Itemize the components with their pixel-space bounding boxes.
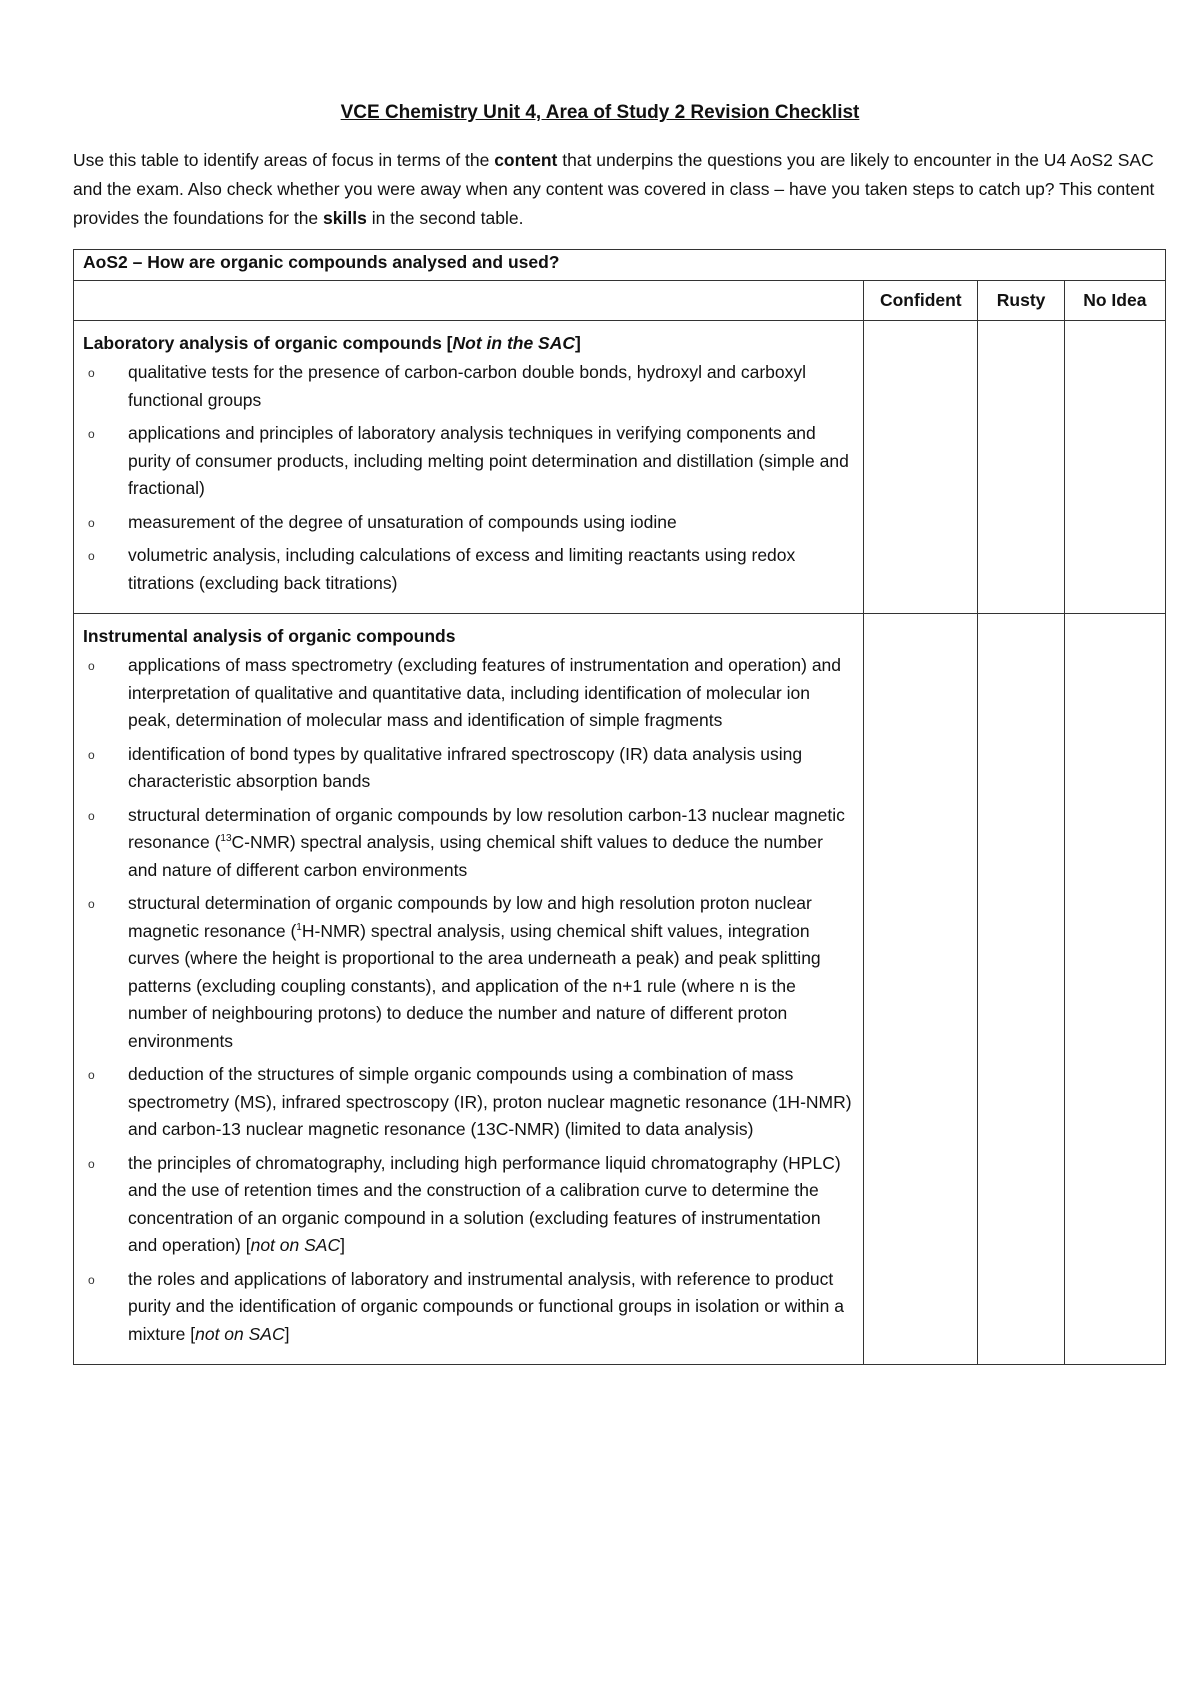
section-row <box>74 614 1166 1365</box>
hollow-bullet-icon: o <box>88 1156 95 1171</box>
list-item <box>74 420 853 503</box>
list-item <box>74 1150 853 1260</box>
confident-check-cell[interactable] <box>864 614 978 1365</box>
column-header-row <box>74 281 1166 321</box>
hollow-bullet-icon: o <box>88 366 95 380</box>
table-heading: AoS2 – How are organic compounds analysed and used? <box>74 250 1166 281</box>
list-item-text: volumetric analysis, including calculations of excess and limiting reactants using redox titrations (excluding back titrations) <box>128 545 796 593</box>
list-item-text: structural determination of organic compounds by low resolution carbon-13 nuclear magnetic resonance ( <box>128 804 845 852</box>
list-item-text: applications and principles of laboratory analysis techniques in verifying components and purity of consumer products, including melting point determination and distillation (simple and fractional) <box>128 423 849 498</box>
superscript: 1 <box>296 921 302 933</box>
list-item-text: the principles of chromatography, including high performance liquid chromatography (HPLC) and the use of retention times and the construction of a calibration curve to determine the concentration of an organic compound in a solution (excluding features of instrumentation and operation) [ <box>128 1152 841 1255</box>
list-item-text: identification of bond types by qualitative infrared spectroscopy (IR) data analysis using characteristic absorption bands <box>128 743 803 791</box>
list-item-text: applications of mass spectrometry (excluding features of instrumentation and operation) and interpretation of qualitative and quantitative data, including identification of molecular ion peak, determination of molecular mass and identification of simple fragments <box>128 655 842 730</box>
section-item-list <box>74 652 863 1364</box>
list-item-text-end: ] <box>340 1235 345 1255</box>
list-item-text-end: ] <box>284 1323 290 1344</box>
list-item-text: structural determination of organic compounds by low and high resolution proton nuclear magnetic resonance ( <box>128 893 812 941</box>
intro-text-2: that underpins the questions you are likely to encounter in the U4 AoS2 SAC and the exam. Also check whether you were away when any content was covered in class – have you taken steps to catch up? This content provides the foundations for the <box>73 150 1155 228</box>
hollow-bullet-icon: o <box>88 549 95 563</box>
hollow-bullet-icon: o <box>88 1272 95 1287</box>
section-title-end: ] <box>575 333 581 353</box>
rusty-check-cell[interactable] <box>978 321 1064 614</box>
list-item-text-end: H-NMR) spectral analysis, using chemical shift values, integration curves (where the height is proportional to the area underneath a peak) and peak splitting patterns (excluding coupling constants), and application of the n+1 rule (where n is the number of neighbouring protons) to deduce the number and nature of different proton environments <box>128 920 821 1051</box>
table-heading-row <box>74 250 1166 281</box>
list-item <box>74 509 853 537</box>
section-title <box>74 614 863 652</box>
section-title-text: Instrumental analysis of organic compounds <box>83 626 456 646</box>
list-item <box>74 652 853 735</box>
section-title-text: Laboratory analysis of organic compounds [ <box>83 333 453 353</box>
rusty-header: Rusty <box>978 281 1064 321</box>
no-idea-header: No Idea <box>1064 281 1165 321</box>
list-item <box>74 542 853 597</box>
intro-text-1: Use this table to identify areas of focus in terms of the <box>73 150 495 170</box>
intro-text-3: in the second table. <box>366 208 524 228</box>
section-content-cell <box>74 614 864 1365</box>
section-title <box>74 321 863 359</box>
list-item-text: measurement of the degree of unsaturation of compounds using iodine <box>128 511 677 532</box>
superscript: 13 <box>220 833 232 845</box>
intro-bold-skills: skills <box>323 208 367 228</box>
intro-bold-content: content <box>494 150 558 170</box>
section-item-list <box>74 359 863 613</box>
list-item-text: deduction of the structures of simple organic compounds using a combination of mass spectrometry (MS), infrared spectroscopy (IR), proton nuclear magnetic resonance (1H-NMR) and carbon-13 nuclear magnetic resonance (13C-NMR) (limited to data analysis) <box>128 1064 852 1139</box>
list-item <box>74 359 853 414</box>
list-item-text: the roles and applications of laboratory and instrumental analysis, with reference to product purity and the identification of organic compounds or functional groups in isolation or within a mixture [ <box>128 1268 844 1344</box>
hollow-bullet-icon: o <box>88 659 95 673</box>
section-content-cell <box>74 321 864 614</box>
no-idea-check-cell[interactable] <box>1064 614 1165 1365</box>
list-item-italic: not on SAC <box>195 1323 285 1344</box>
hollow-bullet-icon: o <box>88 747 95 762</box>
list-item <box>74 741 853 796</box>
no-idea-check-cell[interactable] <box>1064 321 1165 614</box>
document-title: VCE Chemistry Unit 4, Area of Study 2 Revision Checklist <box>340 102 860 123</box>
section-row <box>74 321 1166 614</box>
hollow-bullet-icon: o <box>88 897 95 911</box>
section-title-italic: Not in the SAC <box>452 333 576 353</box>
hollow-bullet-icon: o <box>88 515 95 530</box>
confident-header: Confident <box>864 281 978 321</box>
confident-check-cell[interactable] <box>864 321 978 614</box>
rusty-check-cell[interactable] <box>978 614 1064 1365</box>
revision-checklist-table <box>73 249 1166 1365</box>
list-item-italic: not on SAC <box>250 1235 341 1255</box>
list-item <box>74 1061 853 1144</box>
list-item <box>74 802 853 885</box>
list-item <box>74 1266 853 1349</box>
list-item <box>74 890 853 1055</box>
hollow-bullet-icon: o <box>88 1068 95 1082</box>
list-item-text-end: C-NMR) spectral analysis, using chemical shift values to deduce the number and nature of different carbon environments <box>128 832 823 880</box>
hollow-bullet-icon: o <box>88 427 95 441</box>
intro-paragraph <box>73 146 1163 233</box>
list-item-text: qualitative tests for the presence of carbon-carbon double bonds, hydroxyl and carboxyl functional groups <box>128 362 807 410</box>
hollow-bullet-icon: o <box>88 808 95 823</box>
content-header-cell <box>74 281 864 321</box>
